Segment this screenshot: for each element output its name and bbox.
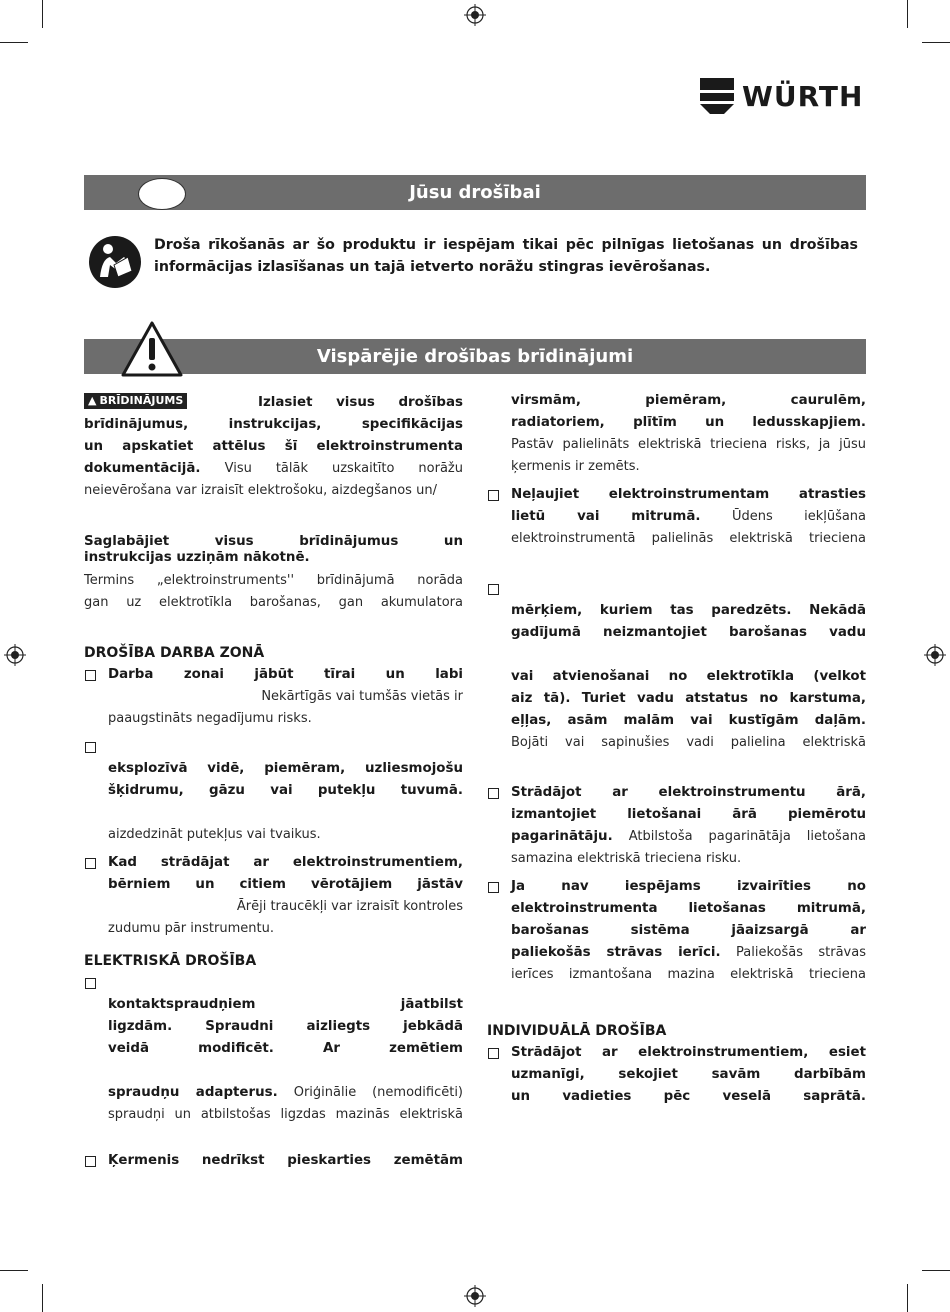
checkbox-bullet-icon	[488, 788, 499, 799]
list-item	[487, 876, 866, 986]
crop-mark	[42, 1284, 43, 1312]
left-column	[84, 392, 463, 1172]
text-line: uzmanīgi, sekojiet savām darbībām	[511, 1067, 866, 1082]
crop-mark	[42, 0, 43, 28]
text-line: Ja nav iespējams izvairīties no	[511, 879, 866, 894]
text-line: Saglabājiet visus brīdinājumus un	[84, 534, 463, 549]
text-line: eksplozīvā vidē, piemēram, uzliesmojošu	[108, 761, 463, 776]
text-line: spraudņu adapterus. Oriģinālie (nemodificēti)	[108, 1085, 463, 1100]
text-line: spraudņi un atbilstošas ligzdas mazinās elektriskā	[108, 1107, 463, 1122]
checkbox-bullet-icon	[488, 1048, 499, 1059]
warning-badge: ▲ BRĪDINĀJUMS	[84, 393, 187, 409]
list-item	[84, 664, 463, 730]
checkbox-bullet-icon	[85, 742, 96, 753]
section-heading: DROŠĪBA DARBA ZONĀ	[84, 645, 265, 661]
paragraph: ▲ BRĪDINĀJUMS Izlasiet visus drošības	[84, 392, 463, 414]
text-line: pagarinātāju. Atbilstoša pagarinātāja lietošana	[511, 829, 866, 844]
section-title: Vispārējie drošības brīdinājumi	[316, 346, 634, 367]
text-line: vai atvienošanai no elektrotīkla (velkot	[511, 669, 866, 684]
checkbox-bullet-icon	[85, 978, 96, 989]
text-line: Strādājot ar elektroinstrumentu ārā,	[511, 785, 866, 800]
text-line: radiatoriem, plītīm un ledusskapjiem.	[511, 415, 866, 430]
text-line: un vadieties pēc veselā saprātā.	[511, 1089, 866, 1104]
text-line: kontaktspraudņiem jāatbilst	[108, 997, 463, 1012]
text-line: Nekārtīgās vai tumšās vietās ir	[261, 689, 463, 704]
intro-text: Droša rīkošanās ar šo produktu ir iespējam tikai pēc pilnīgas lietošanas un drošības informācijas izlasīšanas un tajā ietverto norāžu stingras ievērošanas.	[154, 237, 858, 275]
crop-mark	[922, 42, 950, 43]
wurth-logo-icon	[700, 78, 734, 114]
text-line: ligzdām. Spraudni aizliegts jebkādā	[108, 1019, 463, 1034]
section-bar-warnings	[84, 339, 866, 374]
text-line: paaugstināts negadījumu risks.	[108, 711, 312, 726]
wurth-logo	[700, 78, 863, 114]
text-line: zudumu pār instrumentu.	[108, 921, 274, 936]
text-line: Termins „elektroinstruments'' brīdinājumā norāda	[84, 573, 463, 588]
list-item	[84, 852, 463, 940]
text-line: neievērošana var izraisīt elektrošoku, aizdegšanos un/	[84, 483, 437, 498]
text-line: aiz tā). Turiet vadu atstatus no karstuma,	[511, 691, 866, 706]
crop-mark	[0, 42, 28, 43]
crop-mark	[0, 1270, 28, 1271]
crop-mark	[907, 0, 908, 28]
crop-mark	[922, 1270, 950, 1271]
registration-mark-icon	[464, 1285, 486, 1307]
text-line: virsmām, piemēram, caurulēm,	[511, 393, 866, 408]
text-line: Pastāv palielināts elektriskā trieciena risks, ja jūsu	[511, 437, 866, 452]
checkbox-bullet-icon	[488, 490, 499, 501]
text-line: elektroinstrumentā palielinās elektriskā trieciena	[511, 531, 866, 546]
section-heading: ELEKTRISKĀ DROŠĪBA	[84, 953, 257, 969]
section-bar-safety	[84, 175, 866, 210]
text-line: Neļaujiet elektroinstrumentam atrasties	[511, 487, 866, 502]
logo-text: WÜRTH	[742, 79, 864, 113]
section-heading: INDIVIDUĀLĀ DROŠĪBA	[487, 1023, 667, 1039]
list-item	[487, 1042, 866, 1108]
list-item	[487, 578, 866, 754]
continued-item	[487, 390, 866, 478]
text-line: barošanas sistēma jāaizsargā ar	[511, 923, 866, 938]
checkbox-bullet-icon	[488, 882, 499, 893]
checkbox-bullet-icon	[488, 584, 499, 595]
text-line: veidā modificēt. Ar zemētiem	[108, 1041, 463, 1056]
registration-mark-icon	[924, 644, 946, 666]
text-line: Ķermenis nedrīkst pieskarties zemētām	[108, 1153, 463, 1168]
text-line: un apskatiet attēlus šī elektroinstrumenta	[84, 439, 463, 454]
list-item	[84, 972, 463, 1126]
text-line: elektroinstrumenta lietošanas mitrumā,	[511, 901, 866, 916]
read-manual-icon	[88, 235, 142, 289]
text-line: eļļas, asām malām vai kustīgām daļām.	[511, 713, 866, 728]
text-line: šķidrumu, gāzu vai putekļu tuvumā.	[108, 783, 463, 798]
text-line: izmantojiet lietošanai ārā piemērotu	[511, 807, 866, 822]
list-item	[487, 782, 866, 870]
text-line: instrukcijas uzziņām nākotnē.	[84, 550, 310, 565]
checkbox-bullet-icon	[85, 670, 96, 681]
checkbox-bullet-icon	[85, 858, 96, 869]
registration-mark-icon	[464, 4, 486, 26]
right-column	[487, 390, 866, 1108]
text-line: dokumentācijā. Visu tālāk uzskaitīto norāžu	[84, 461, 463, 476]
text-line: brīdinājumus, instrukcijas, specifikācijas	[84, 417, 463, 432]
text-line: Kad strādājat ar elektroinstrumentiem,	[108, 855, 463, 870]
list-item	[487, 484, 866, 550]
text-line: Strādājot ar elektroinstrumentiem, esiet	[511, 1045, 866, 1060]
list-item	[84, 736, 463, 846]
section-title: Jūsu drošībai	[409, 182, 541, 203]
text-line: gan uz elektrotīkla barošanas, gan akumulatora	[84, 595, 463, 610]
text-line: Bojāti vai sapinušies vadi palielina elektriskā	[511, 735, 866, 750]
text-line: samazina elektriskā trieciena risku.	[511, 851, 742, 866]
text-line: lietū vai mitrumā. Ūdens iekļūšana	[511, 509, 867, 524]
checkbox-bullet-icon	[85, 1156, 96, 1167]
text-line: Darba zonai jābūt tīrai un labi	[108, 667, 463, 682]
text-line: mērķiem, kuriem tas paredzēts. Nekādā	[511, 603, 866, 618]
text-line: bērniem un citiem vērotājiem jāstāv	[108, 877, 463, 892]
registration-mark-icon	[4, 644, 26, 666]
crop-mark	[907, 1284, 908, 1312]
text-line: aizdedzināt putekļus vai tvaikus.	[108, 827, 321, 842]
list-item	[84, 1150, 463, 1172]
warning-triangle-icon	[120, 320, 184, 378]
text-line: ierīces izmantošana mazina elektriskā trieciena	[511, 967, 866, 982]
text-line: paliekošās strāvas ierīci. Paliekošās strāvas	[511, 945, 866, 960]
section-oval-marker	[138, 178, 186, 210]
text-line: ķermenis ir zemēts.	[511, 459, 640, 474]
text-line: gadījumā neizmantojiet barošanas vadu	[511, 625, 866, 640]
warning-small-icon: ▲	[88, 394, 97, 407]
text-line: Ārēji traucēkļi var izraisīt kontroles	[236, 899, 463, 914]
